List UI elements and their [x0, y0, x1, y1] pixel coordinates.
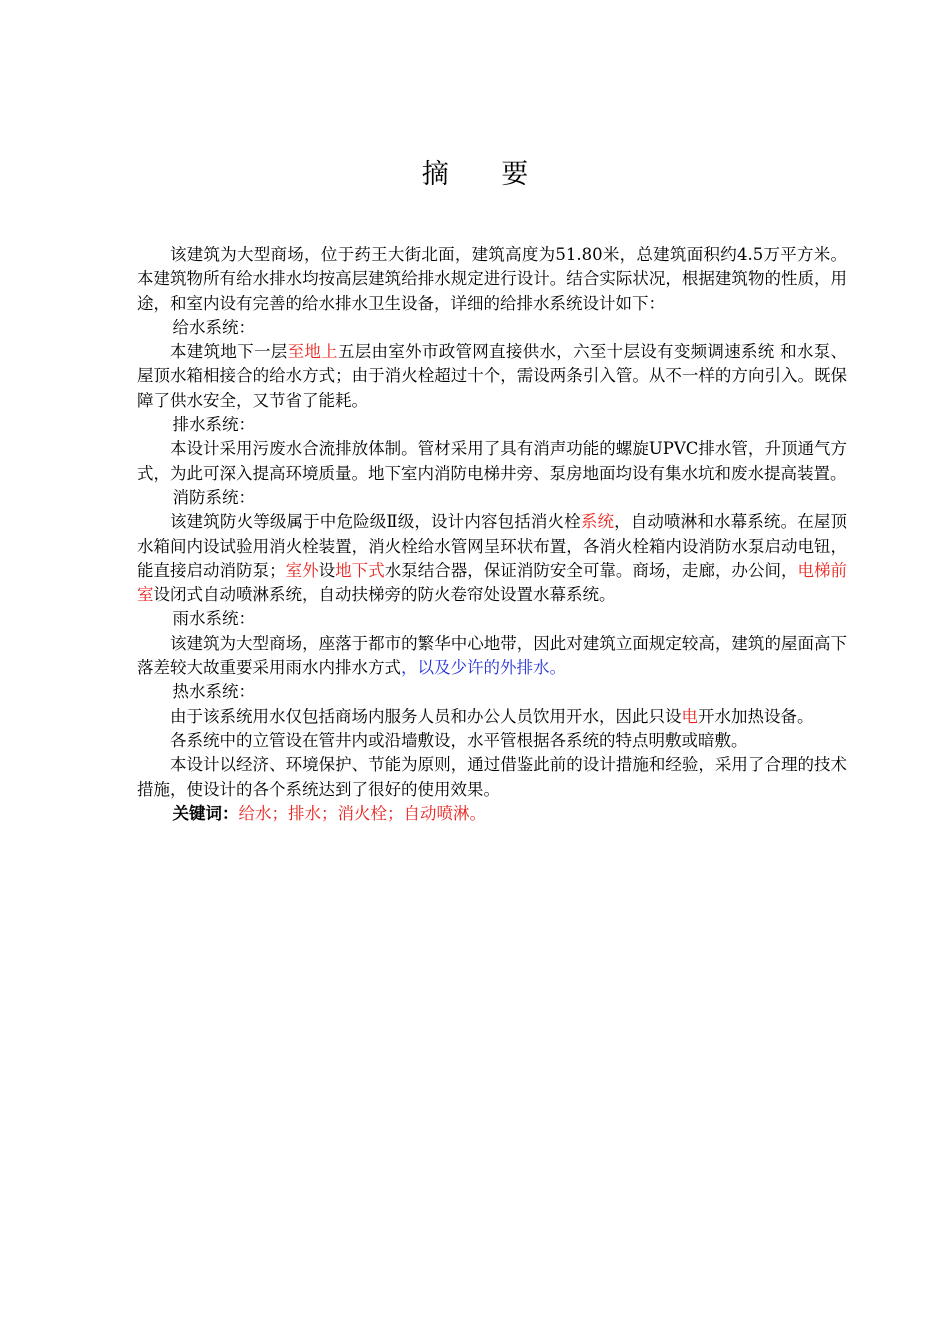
hot-text-2: 开水加热设备。: [698, 706, 814, 726]
keywords-label: 关键词：: [172, 803, 239, 823]
page-title: 摘 要: [421, 159, 551, 190]
hot-text-1: 由于该系统用水仅包括商场内服务人员和办公人员饮用开水，因此只设: [170, 706, 682, 726]
fire-paragraph: [137, 510, 847, 607]
rain-heading: 雨水系统：: [172, 609, 255, 629]
fire-text-3: 设: [318, 560, 336, 580]
hot-water-heading: 热水系统：: [172, 682, 255, 702]
keywords-line: [137, 802, 847, 826]
drainage-paragraph: 本设计采用污废水合流排放体制。管材采用了具有消声功能的螺旋UPVC排水管，升顶通气方式，为此可深入提高环境质量。地下室内消防电梯井旁、泵房地面均设有集水坑和废水提高装置。: [137, 439, 847, 483]
keywords-value: 给水；排水；消火栓；自动喷淋。: [238, 803, 486, 823]
fire-highlight-2: 室外: [285, 560, 319, 580]
principle-paragraph: 本设计以经济、环境保护、节能为原则，通过借鉴此前的设计措施和经验，采用了合理的技术措施，使设计的各个系统达到了很好的使用效果。: [137, 755, 847, 799]
hot-highlight-1: 电: [681, 706, 698, 726]
supply-text-1: 本建筑地下一层: [170, 342, 288, 362]
supply-heading: 给水系统：: [172, 317, 255, 337]
pipes-paragraph: 各系统中的立管设在管井内或沿墙敷设，水平管根据各系统的特点明敷或暗敷。: [170, 730, 748, 750]
supply-text-2: 五层由室外市政管网直接供水，六至十层设有变频调速系统 和水泵、屋顶水箱相接合的给水方式；由于消火栓超过十个，需设两条引入管。从不一样的方向引入。既保障了供水安全，又节省了能耗。: [137, 342, 848, 410]
supply-highlight-1: 至地上: [287, 342, 338, 362]
fire-highlight-4: 电梯前室: [137, 560, 848, 605]
supply-paragraph: [137, 340, 847, 413]
rain-paragraph: [137, 632, 847, 681]
fire-heading: 消防系统：: [172, 487, 255, 507]
fire-highlight-3: 地下式: [335, 560, 385, 580]
rain-highlight-1: ，以及少许的外排水。: [401, 658, 566, 678]
fire-text-1: 该建筑防火等级属于中危险级Ⅱ级，设计内容包括消火栓: [170, 512, 581, 532]
fire-highlight-1: 系统: [580, 512, 615, 532]
hot-water-paragraph: [137, 705, 847, 729]
drainage-heading: 排水系统：: [172, 415, 255, 435]
fire-text-5: 设闭式自动喷淋系统，自动扶梯旁的防火卷帘处设置水幕系统。: [153, 585, 616, 605]
intro-paragraph: 该建筑为大型商场，位于药王大街北面，建筑高度为51.80米，总建筑面积约4.5万平方米。本建筑物所有给水排水均按高层建筑给排水规定进行设计。结合实际状况，根据建筑物的性质，用途，和室内设有完善的给水排水卫生设备，详细的给排水系统设计如下：: [137, 245, 847, 313]
fire-text-2: ，自动喷淋和水幕系统。在屋顶水箱间内设试验用消火栓装置，消火栓给水管网呈环状布置，各消火栓箱内设消防水泵启动电钮，能直接启动消防泵；: [137, 512, 848, 580]
abstract-body: [137, 243, 847, 826]
rain-text-1: 该建筑为大型商场，座落于都市的繁华中心地带，因此对建筑立面规定较高，建筑的屋面高下落差较大故重要采用雨水内排水方式: [137, 633, 847, 678]
fire-text-4: 水泵结合器，保证消防安全可靠。商场，走廊，办公间，: [384, 560, 798, 580]
